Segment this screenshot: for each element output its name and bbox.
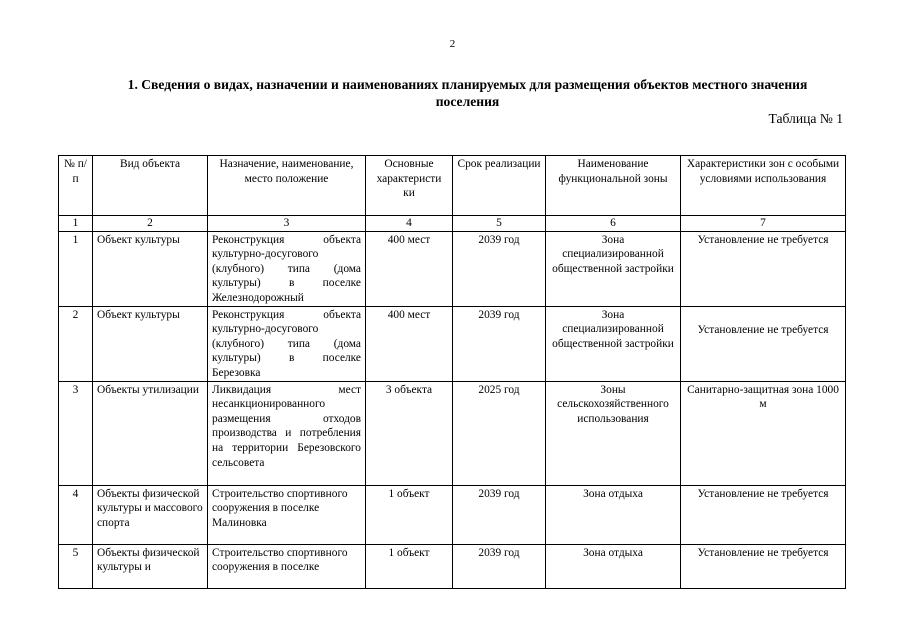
object-type: Объект культуры (93, 231, 208, 306)
section-heading: 1. Сведения о видах, назначении и наименованиях планируемых для размещения объектов местного значения поселения (127, 77, 808, 109)
column-number: 6 (546, 216, 681, 232)
header-zone: Наименование функциональной зоны (546, 156, 681, 216)
object-purpose: Реконструкция объекта культурно-досугового (клубного) типа (дома культуры) в поселке Железнодорожный (208, 231, 366, 306)
table-row (59, 381, 846, 485)
column-number: 1 (59, 216, 93, 232)
object-term: 2039 год (453, 231, 546, 306)
special-zone-characteristics: Установление не требуется (681, 544, 846, 588)
special-zone-cell (681, 306, 846, 381)
table-row (59, 485, 846, 544)
column-number-row (59, 216, 846, 232)
column-number: 2 (93, 216, 208, 232)
object-characteristics: 3 объекта (366, 381, 453, 485)
header-term: Срок реализации (453, 156, 546, 216)
object-purpose: Строительство спортивного сооружения в поселке Малиновка (208, 485, 366, 544)
object-type: Объекты утилизации (93, 381, 208, 485)
row-number: 4 (59, 485, 93, 544)
column-number: 3 (208, 216, 366, 232)
column-number: 7 (681, 216, 846, 232)
object-type: Объекты физической культуры и массового спорта (93, 485, 208, 544)
object-purpose: Ликвидация мест несанкционированного размещения отходов производства и потребления на территории Березовского сельсовета (208, 381, 366, 485)
row-number: 2 (59, 306, 93, 381)
object-purpose: Реконструкция объекта культурно-досугового (клубного) типа (дома культуры) в поселке Березовка (208, 306, 366, 381)
functional-zone: Зоны сельскохозяйственного использования (546, 381, 681, 485)
special-zone-characteristics: Санитарно-защитная зона 1000 м (681, 381, 846, 485)
header-num: № п/п (59, 156, 93, 216)
object-characteristics: 1 объект (366, 485, 453, 544)
row-number: 5 (59, 544, 93, 588)
column-number: 5 (453, 216, 546, 232)
special-zone-characteristics: Установление не требуется (681, 485, 846, 544)
functional-zone: Зона отдыха (546, 485, 681, 544)
table-label: Таблица № 1 (768, 111, 843, 126)
object-term: 2039 год (453, 485, 546, 544)
object-type: Объекты физической культуры и (93, 544, 208, 588)
row-number: 1 (59, 231, 93, 306)
table-row (59, 306, 846, 381)
functional-zone: Зона отдыха (546, 544, 681, 588)
header-purpose: Назначение, наименование, место положение (208, 156, 366, 216)
object-term: 2025 год (453, 381, 546, 485)
table-header-row (59, 156, 846, 216)
object-term: 2039 год (453, 306, 546, 381)
object-term: 2039 год (453, 544, 546, 588)
column-number: 4 (366, 216, 453, 232)
functional-zone: Зона специализированной общественной застройки (546, 231, 681, 306)
object-characteristics: 400 мест (366, 306, 453, 381)
object-type: Объект культуры (93, 306, 208, 381)
special-zone-characteristics: Установление не требуется (681, 231, 846, 306)
special-zone-characteristics: Установление не требуется (697, 323, 829, 336)
object-characteristics: 1 объект (366, 544, 453, 588)
objects-table (58, 155, 846, 589)
header-object-type: Вид объекта (93, 156, 208, 216)
object-characteristics: 400 мест (366, 231, 453, 306)
header-special-zones: Характеристики зон с особыми условиями использования (681, 156, 846, 216)
object-purpose: Строительство спортивного сооружения в поселке (208, 544, 366, 588)
row-number: 3 (59, 381, 93, 485)
table-row (59, 231, 846, 306)
table-row (59, 544, 846, 588)
page-number: 2 (449, 38, 456, 50)
functional-zone: Зона специализированной общественной застройки (546, 306, 681, 381)
header-characteristics: Основные характеристи ки (366, 156, 453, 216)
